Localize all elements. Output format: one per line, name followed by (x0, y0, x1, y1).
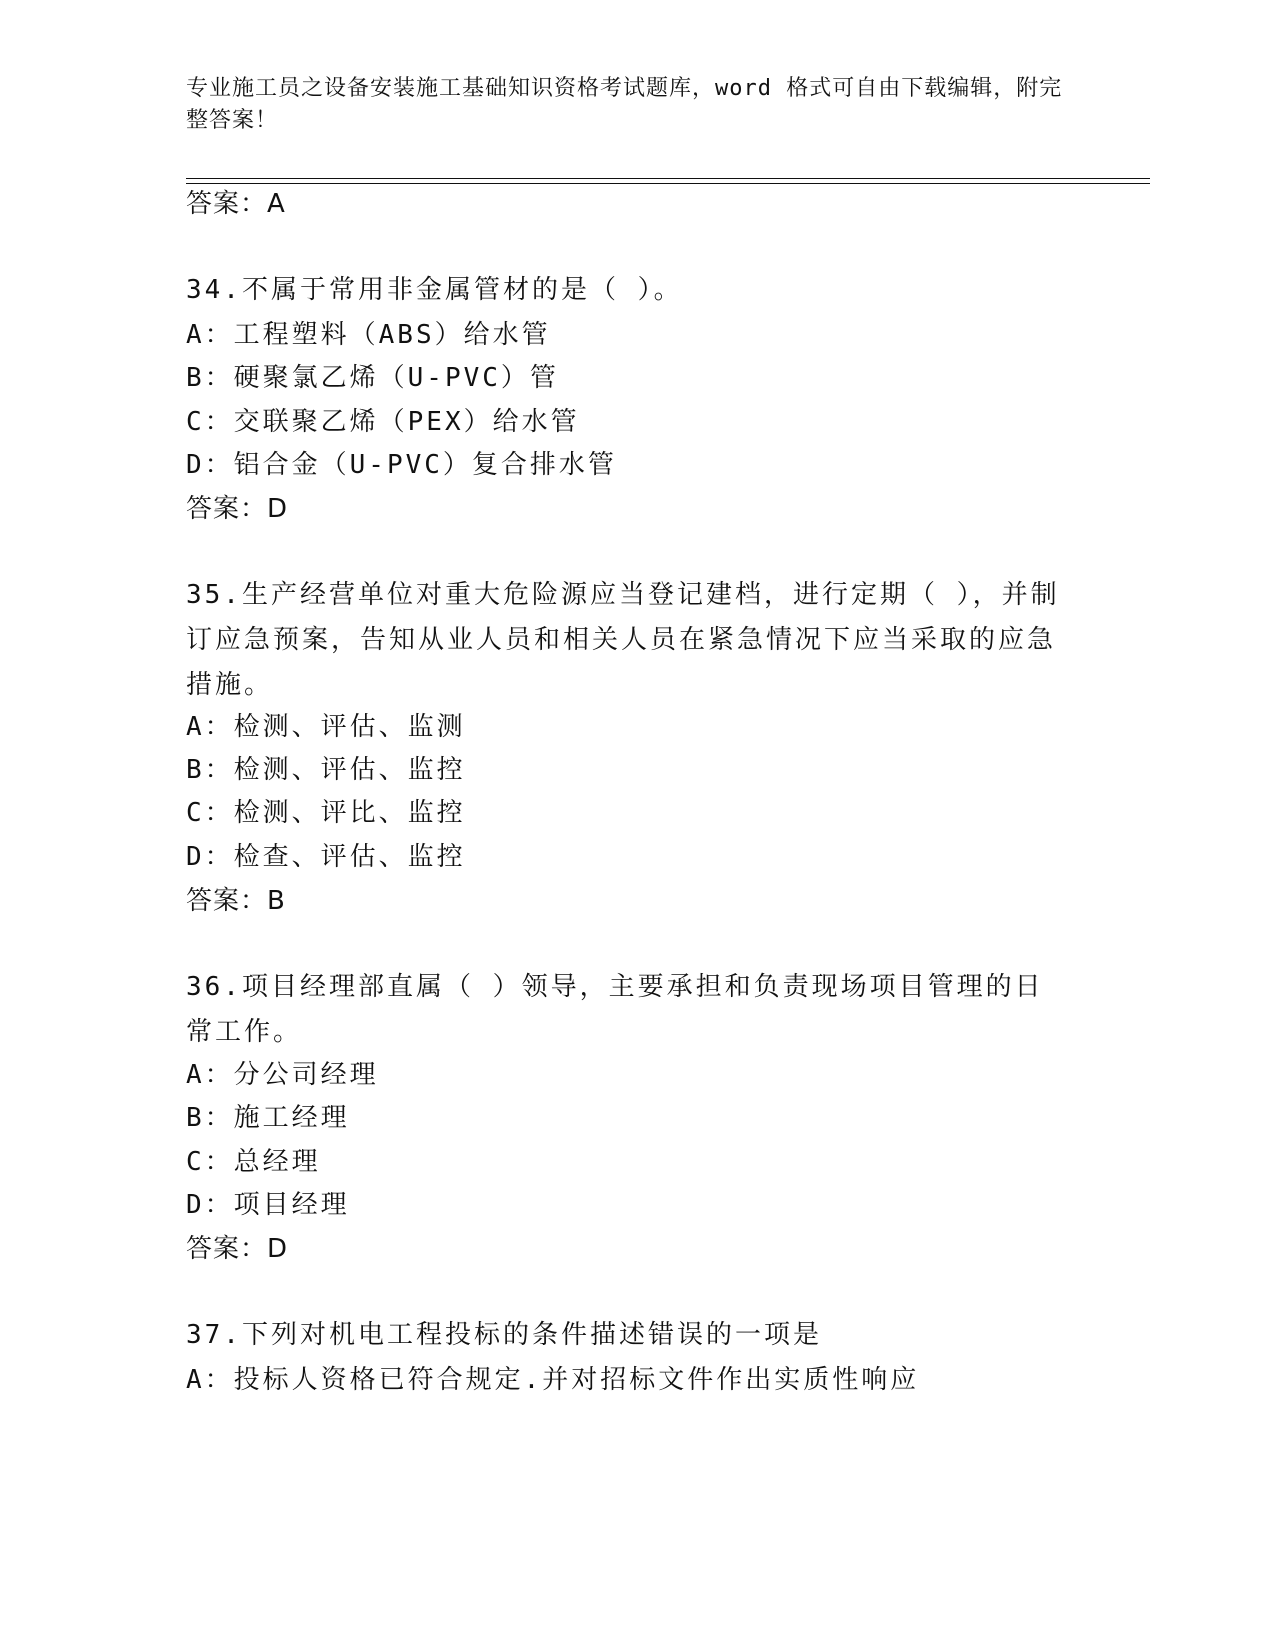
question-35-option-b: B：检测、评估、监控 (186, 755, 466, 785)
question-37-option-a: A：投标人资格已符合规定.并对招标文件作出实质性响应 (186, 1365, 920, 1395)
question-35-stem: 35.生产经营单位对重大危险源应当登记建档，进行定期（ ），并制订应急预案，告知从业人员和相关人员在紧急情况下应当采取的应急措施。 (186, 580, 1060, 700)
question-36-answer: 答案：D (186, 1234, 289, 1264)
question-34-answer: 答案：D (186, 494, 289, 524)
question-34-option-b: B：硬聚氯乙烯（U-PVC）管 (186, 363, 559, 393)
question-37-stem: 37.下列对机电工程投标的条件描述错误的一项是 (186, 1320, 822, 1350)
question-36-option-a: A：分公司经理 (186, 1060, 379, 1090)
question-36-option-d: D：项目经理 (186, 1190, 350, 1220)
question-35-answer: 答案：B (186, 886, 286, 916)
question-34-stem: 34.不属于常用非金属管材的是（ ）。 (186, 275, 683, 305)
question-34-option-d: D：铝合金（U-PVC）复合排水管 (186, 450, 617, 480)
question-34-option-a: A：工程塑料（ABS）给水管 (186, 320, 551, 350)
question-36-stem: 36.项目经理部直属（ ）领导，主要承担和负责现场项目管理的日常工作。 (186, 972, 1044, 1047)
answer-previous-question: 答案：A (186, 189, 286, 219)
header-divider-top (186, 178, 1150, 179)
question-36-option-b: B：施工经理 (186, 1103, 350, 1133)
question-35-option-a: A：检测、评估、监测 (186, 712, 466, 742)
document-header: 专业施工员之设备安装施工基础知识资格考试题库，word 格式可自由下载编辑，附完整答案！ (186, 76, 1063, 133)
question-36-option-c: C：总经理 (186, 1147, 321, 1177)
question-35-option-c: C：检测、评比、监控 (186, 798, 466, 828)
question-35-option-d: D：检查、评估、监控 (186, 842, 466, 872)
header-divider-bottom (186, 183, 1150, 184)
question-34-option-c: C：交联聚乙烯（PEX）给水管 (186, 407, 580, 437)
